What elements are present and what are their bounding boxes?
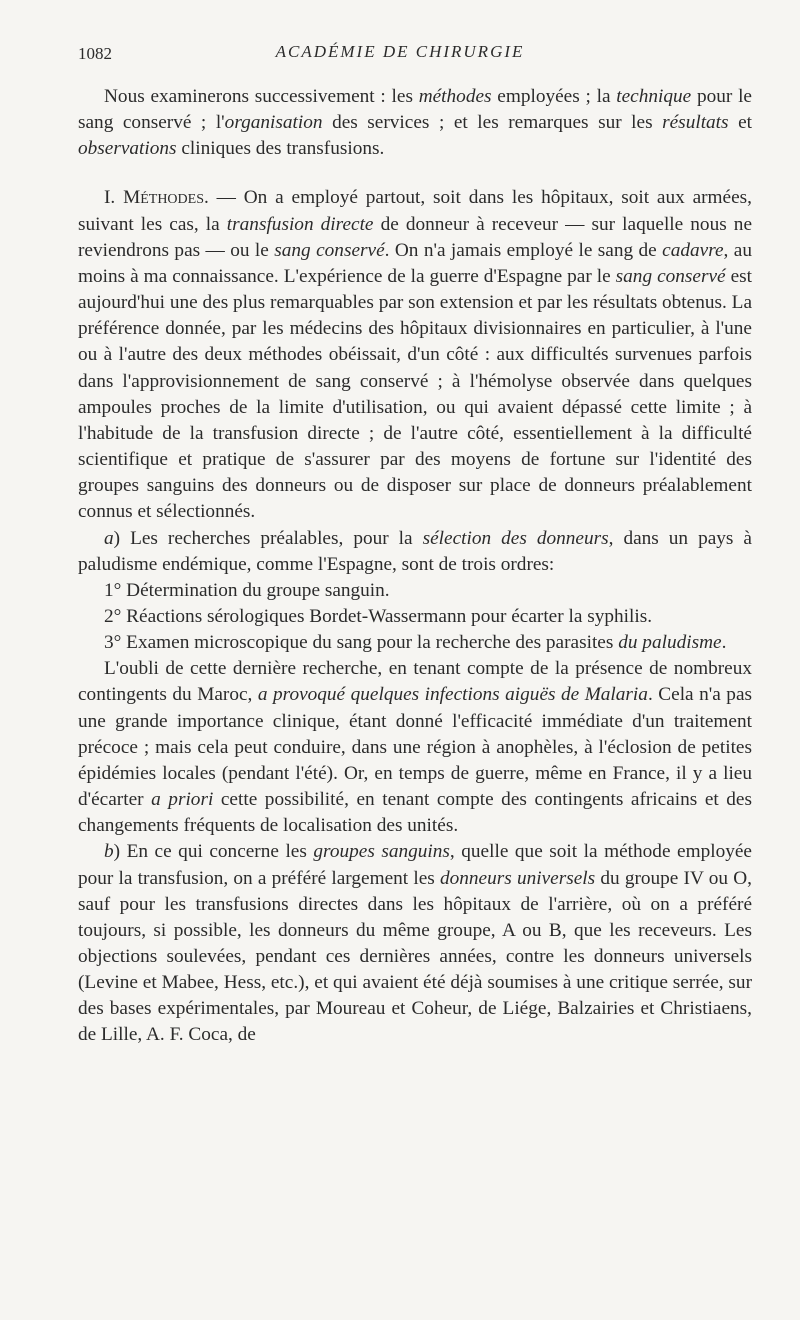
paragraph-selection: a) Les recherches préalables, pour la sélection des donneurs, dans un pays à paludisme endémique, comme l'Espagne, sont de trois ordres: bbox=[78, 527, 752, 575]
paragraph-methodes: I. Méthodes. — On a employé partout, soit dans les hôpitaux, soit aux armées, suivant les cas, la transfusion directe de donneur à receveur — sur laquelle nous ne reviendrons pas — ou le sang conservé. On n'a jamais employé le sang de cadavre, au moins à ma connaissance. L'expérience de la guerre d'Espagne par le sang conservé est aujourd'hui une des plus remarquables par son extension et par les résultats obtenus. La préférence donnée, par les médecins des hôpitaux divisionnaires en particulier, à l'une ou à l'autre des deux méthodes obéissait, d'un côté : aux difficultés survenues parfois dans l'approvisionnement de sang conservé ; à l'hémolyse observée dans quelques ampoules proches de la limite d'utilisation, ou qui avaient dépassé cette limite ; à l'habitude de la transfusion directe ; de l'autre côté, essentiellement à la difficulté scientifique et pratique de s'assurer par des moyens de fortune sur l'identité des groupes sanguins des donneurs ou de disposer sur place de donneurs préalablement connus et sélectionnés. bbox=[78, 187, 752, 523]
paragraph-intro: Nous examinerons successivement : les méthodes employées ; la technique pour le sang conservé ; l'organisation des services ; et les remarques sur les résultats et observations cliniques des transfusions. bbox=[78, 86, 752, 160]
list-item-1: 1° Détermination du groupe sanguin. bbox=[104, 579, 390, 601]
paragraph-groupes: b) En ce qui concerne les groupes sanguins, quelle que soit la méthode employée pour la transfusion, on a préféré largement les donneurs universels du groupe IV ou O, sauf pour les transfusions directes dans les hôpitaux de l'arrière, où on a préféré toujours, si possible, les donneurs du même groupe, A ou B, que les receveurs. Les objections soulevées, pendant ces dernières années, contre les donneurs universels (Levine et Mabee, Hess, etc.), et qui avaient été déjà soumises à une critique serrée, sur des bases expérimentales, par Moureau et Coheur, de Liége, Balzairies et Christiaens, de Lille, A. F. Coca, de bbox=[78, 841, 752, 1046]
page-number: 1082 bbox=[78, 44, 112, 63]
article-body bbox=[78, 84, 752, 1049]
section-heading: Méthodes bbox=[123, 187, 204, 209]
paragraph-paludisme: L'oubli de cette dernière recherche, en tenant compte de la présence de nombreux contingents du Maroc, a provoqué quelques infections aiguës de Malaria. Cela n'a pas une grande importance clinique, étant donné l'efficacité immédiate d'un traitement précoce ; mais cela peut conduire, dans une région à anophèles, à l'éclosion de petites épidémies locales (pendant l'été). Or, en temps de guerre, même en France, il y a lieu d'écarter a priori cette possibilité, en tenant compte des contingents africains et des changements fréquents de localisation des unités. bbox=[78, 658, 753, 837]
running-title: ACADÉMIE DE CHIRURGIE bbox=[275, 42, 525, 61]
list-item-2: 2° Réactions sérologiques Bordet-Wassermann pour écarter la syphilis. bbox=[104, 605, 653, 627]
list-item-3: 3° Examen microscopique du sang pour la recherche des parasites du paludisme. bbox=[104, 632, 727, 654]
